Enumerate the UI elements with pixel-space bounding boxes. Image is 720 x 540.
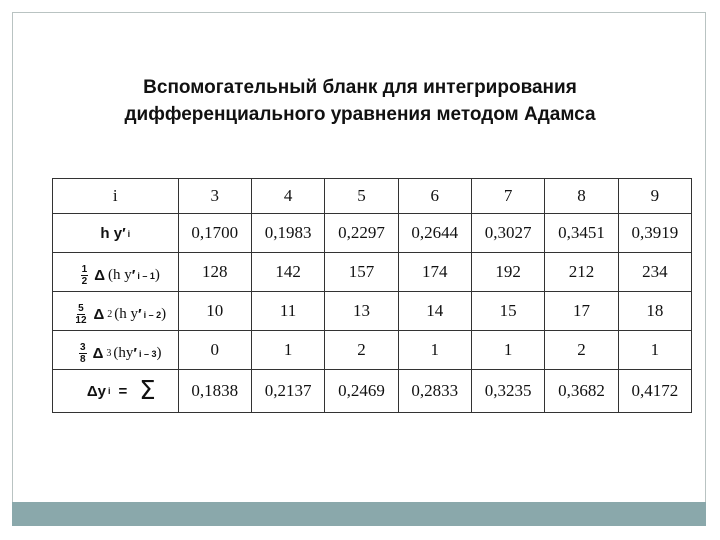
table-row [53,370,692,413]
sigma-icon: Σ [139,376,156,406]
table-cell: 1 [471,331,544,370]
label-open: (h y [108,267,132,283]
table-cell: 0,3027 [471,214,544,253]
table-cell: 142 [251,253,324,292]
table-cell: 5 [325,179,398,214]
row-label-dy [53,370,179,413]
title-line-2: дифференциального уравнения методом Адамса [124,104,596,125]
subscript: i – 1 [137,270,155,281]
table-cell: 234 [618,253,691,292]
table-cell: 14 [398,292,471,331]
table-cell: 0,2469 [325,370,398,413]
table-cell: 1 [398,331,471,370]
table-cell: 212 [545,253,618,292]
label-open: (hy [113,345,134,361]
superscript: 3 [106,348,112,359]
title-line-1: Вспомогательный бланк для интегрирования [143,77,577,98]
fraction: $\frac{1}{2}$ [81,264,88,287]
table-cell: 3 [178,179,251,214]
prime-symbol: ′ [133,345,137,362]
table-cell: 10 [178,292,251,331]
table-cell: 1 [251,331,324,370]
label-dy [87,376,156,406]
table-cell: 0,1983 [251,214,324,253]
table-cell: 15 [471,292,544,331]
prime-symbol: ′ [131,267,136,284]
table-cell: 7 [471,179,544,214]
table-cell: 1 [618,331,691,370]
superscript: 2 [107,309,113,320]
fraction: $\frac{3}{8}$ [80,342,86,365]
table-cell: 0,2644 [398,214,471,253]
table-row [53,214,692,253]
table-row [53,253,692,292]
table-cell: 0,3235 [471,370,544,413]
footer-bar [12,502,706,526]
table-cell: 0,3682 [545,370,618,413]
table-cell: 0,1838 [178,370,251,413]
equals-sign: = [118,382,128,400]
table-row [53,331,692,370]
row-label-d3 [53,331,179,370]
label-d2 [64,303,166,326]
adams-table [52,178,692,413]
table-cell: 0,2833 [398,370,471,413]
label-text: h y [100,225,123,242]
table-cell: 0,3919 [618,214,691,253]
row-label-hy [53,214,179,253]
label-text: Δy [86,382,106,400]
table-cell: 0,3451 [545,214,618,253]
table-cell: 128 [178,253,251,292]
row-label-d2 [53,292,179,331]
table-cell: 0,2137 [251,370,324,413]
subscript: i [127,228,131,239]
table-cell: 2 [545,331,618,370]
delta-symbol: Δ [93,306,105,323]
table-cell: 11 [251,292,324,331]
table-cell: 0,4172 [618,370,691,413]
table-cell: 8 [545,179,618,214]
table-row [53,292,692,331]
table-cell: 17 [545,292,618,331]
table-cell: 157 [325,253,398,292]
delta-symbol: Δ [94,267,106,284]
table-cell: 4 [251,179,324,214]
table-cell: 13 [325,292,398,331]
prime-symbol: ′ [122,225,126,242]
table-cell: 192 [471,253,544,292]
label-close: ) [161,306,167,322]
prime-symbol: ′ [138,306,142,323]
label-close: ) [156,345,162,361]
row-label-i: i [53,179,179,214]
table-cell: 174 [398,253,471,292]
subscript: i – 3 [139,348,157,359]
table-cell: 2 [325,331,398,370]
table-cell: 6 [398,179,471,214]
label-open: (h y [114,306,139,322]
table-row [53,179,692,214]
label-hy [100,225,130,242]
label-close: ) [154,267,160,283]
row-label-d1 [53,253,179,292]
subscript: i [107,386,111,396]
table-cell: 0,2297 [325,214,398,253]
label-d1 [71,264,160,287]
table-cell: 18 [618,292,691,331]
table-cell: 0,1700 [178,214,251,253]
delta-symbol: Δ [92,345,104,362]
fraction: $\frac{5}{12}$ [75,303,87,326]
page-title [40,74,680,128]
subscript: i – 2 [143,309,162,320]
table-cell: 9 [618,179,691,214]
label-d3 [69,342,161,365]
table-cell: 0 [178,331,251,370]
